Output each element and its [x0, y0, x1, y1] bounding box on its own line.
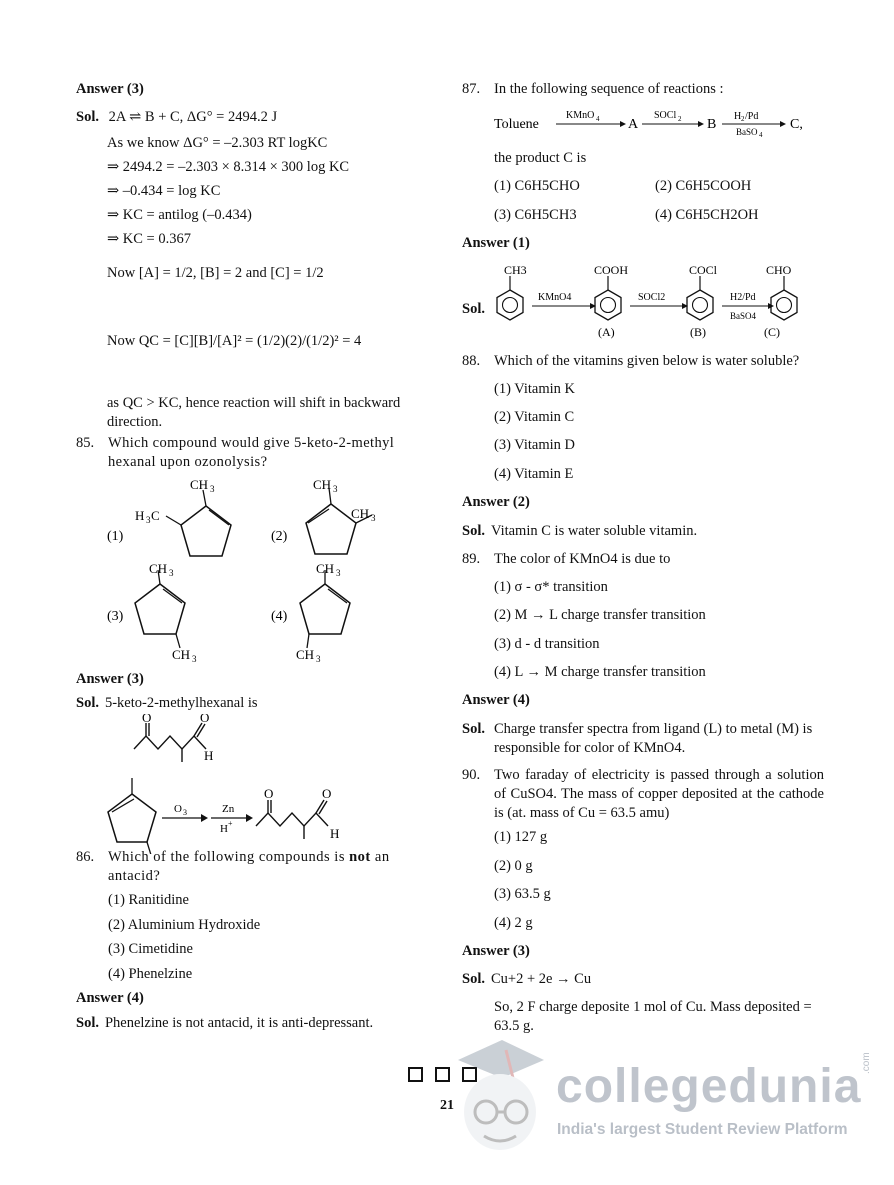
watermark-tagline: India's largest Student Review Platform — [557, 1121, 848, 1138]
q87-option-1: (1) C6H5CHO — [494, 178, 580, 194]
sol87-scheme — [492, 258, 832, 344]
svg-text:H: H — [220, 823, 228, 835]
svg-text:H2/Pd: H2/Pd — [730, 292, 756, 303]
svg-text:3: 3 — [336, 568, 341, 578]
svg-text:COCl: COCl — [689, 263, 718, 277]
svg-text:O: O — [200, 714, 210, 725]
svg-text:3: 3 — [371, 513, 376, 523]
svg-text:H: H — [734, 111, 742, 122]
svg-text:2: 2 — [678, 115, 682, 123]
option-2-structure — [271, 478, 376, 554]
svg-text:CH: CH — [351, 506, 370, 521]
q89-option-2: (2) M → L charge transfer transition — [494, 607, 706, 623]
svg-text:(C): (C) — [764, 325, 780, 339]
sol84-line-3: ⇒ –0.434 = log KC — [107, 183, 221, 199]
answer-88: Answer (2) — [462, 494, 530, 510]
answer-84: Answer (3) — [76, 81, 144, 97]
svg-text:SOCl: SOCl — [654, 110, 677, 121]
toluene-ring — [497, 263, 527, 320]
svg-text:(4): (4) — [271, 609, 288, 624]
solution-89: Sol. Charge transfer spectra from ligand (L) to metal (M) is responsible for color of KMnO4. — [462, 721, 813, 756]
question-90: 90. Two faraday of electricity is passed through a solution of CuSO4. The mass of copper deposited at the cathode is (at. mass of Cu = 63.5 amu) — [462, 767, 824, 821]
sol84-line-4: ⇒ KC = antilog (–0.434) — [107, 207, 252, 223]
q87-product-text: the product C is — [494, 150, 587, 166]
sol85-structures — [76, 714, 440, 854]
svg-text:CHO: CHO — [766, 263, 792, 277]
svg-text:CH: CH — [313, 478, 332, 492]
benzaldehyde-ring — [764, 263, 797, 339]
svg-text:COOH: COOH — [594, 263, 629, 277]
solution-90-text: So, 2 F charge deposite 1 mol of Cu. Mass deposited = 63.5 g. — [494, 999, 812, 1034]
svg-text:+: + — [228, 819, 233, 828]
svg-text:BaSO: BaSO — [736, 127, 758, 137]
page-number: 21 — [440, 1098, 454, 1113]
keto-aldehyde-structure — [134, 714, 213, 763]
q90-option-4: (4) 2 g — [494, 915, 533, 931]
svg-text:O: O — [264, 786, 274, 801]
benzoyl-chloride-ring — [687, 263, 718, 339]
svg-text:3: 3 — [333, 484, 338, 494]
q86-option-2: (2) Aluminium Hydroxide — [108, 917, 261, 933]
svg-text:CH3: CH3 — [504, 263, 527, 277]
solution-84-equation: Sol. 2A ⇌ B + C, ΔG° = 2494.2 J — [76, 109, 278, 125]
svg-text:(2): (2) — [271, 529, 288, 544]
watermark-suffix: .com — [861, 1052, 872, 1074]
q87-reaction-sequence — [494, 106, 814, 142]
q89-option-4: (4) L → M charge transfer transition — [494, 664, 706, 680]
answer-85: Answer (3) — [76, 671, 144, 687]
ozonolysis-reaction — [108, 778, 339, 854]
svg-text:3: 3 — [183, 808, 187, 817]
svg-text:CH: CH — [316, 561, 335, 576]
option-4-structure — [271, 561, 350, 664]
svg-text:4: 4 — [759, 131, 763, 139]
solution-86: Sol. Phenelzine is not antacid, it is anti-depressant. — [76, 1015, 374, 1031]
svg-text:/Pd: /Pd — [745, 111, 759, 122]
solution-88: Sol. Vitamin C is water soluble vitamin. — [462, 523, 698, 539]
svg-text:3: 3 — [169, 568, 174, 578]
svg-text:H: H — [135, 508, 145, 523]
svg-text:3: 3 — [210, 484, 215, 494]
svg-text:KMnO4: KMnO4 — [538, 292, 572, 303]
q88-option-1: (1) Vitamin K — [494, 381, 576, 397]
sol84-quotient: Now QC = [C][B]/[A]² = (1/2)(2)/(1/2)² = 4 — [107, 333, 362, 349]
sol84-concentrations: Now [A] = 1/2, [B] = 2 and [C] = 1/2 — [107, 265, 324, 281]
svg-text:C,: C, — [790, 117, 803, 132]
q90-option-3: (3) 63.5 g — [494, 886, 551, 902]
answer-90: Answer (3) — [462, 943, 530, 959]
sol87-label: Sol. — [462, 301, 485, 317]
sol84-line-2: ⇒ 2494.2 = –2.303 × 8.314 × 300 log KC — [107, 159, 350, 175]
svg-text:A: A — [628, 117, 639, 132]
q87-option-3: (3) C6H5CH3 — [494, 207, 577, 223]
benzoic-acid-ring — [594, 263, 628, 339]
sol84-line-1: As we know ΔG° = –2.303 RT logKC — [107, 135, 328, 151]
svg-text:Zn: Zn — [222, 803, 235, 815]
svg-text:CH: CH — [190, 478, 209, 492]
q88-option-2: (2) Vitamin C — [494, 409, 575, 425]
solution-85-text: Sol. 5-keto-2-methylhexanal is — [76, 695, 258, 711]
svg-text:BaSO4: BaSO4 — [730, 311, 757, 321]
sol84-line-5: ⇒ KC = 0.367 — [107, 231, 191, 247]
svg-text:CH: CH — [149, 561, 168, 576]
svg-text:3: 3 — [146, 515, 151, 525]
svg-text:CH: CH — [296, 647, 315, 662]
svg-text:CH: CH — [172, 647, 191, 662]
question-88: 88. Which of the vitamins given below is water soluble? — [462, 353, 800, 369]
svg-text:(1): (1) — [107, 529, 124, 544]
q86-option-4: (4) Phenelzine — [108, 966, 193, 982]
svg-text:C: C — [151, 508, 160, 523]
svg-text:H: H — [330, 826, 340, 841]
svg-text:O: O — [322, 786, 332, 801]
svg-text:3: 3 — [192, 654, 197, 664]
svg-text:O: O — [142, 714, 152, 725]
svg-text:SOCl2: SOCl2 — [638, 292, 666, 303]
svg-text:(3): (3) — [107, 609, 124, 624]
option-1-structure — [107, 478, 231, 556]
sol84-conclusion: as QC > KC, hence reaction will shift in backward direction. — [107, 395, 401, 430]
svg-text:KMnO: KMnO — [566, 110, 595, 121]
answer-86: Answer (4) — [76, 990, 144, 1006]
q86-option-3: (3) Cimetidine — [108, 941, 193, 957]
watermark-brand: collegedunia — [556, 1060, 862, 1113]
svg-text:2: 2 — [741, 115, 745, 123]
q87-option-4: (4) C6H5CH2OH — [655, 207, 759, 223]
answer-87: Answer (1) — [462, 235, 530, 251]
svg-text:B: B — [707, 117, 717, 132]
q88-option-4: (4) Vitamin E — [494, 466, 574, 482]
question-89: 89. The color of KMnO4 is due to — [462, 551, 671, 567]
svg-text:4: 4 — [596, 115, 600, 123]
q88-option-3: (3) Vitamin D — [494, 437, 576, 453]
q89-option-3: (3) d - d transition — [494, 636, 600, 652]
q90-option-2: (2) 0 g — [494, 858, 533, 874]
q86-option-1: (1) Ranitidine — [108, 892, 189, 908]
question-86: 86. Which of the following compounds is not an antacid? — [76, 849, 390, 884]
svg-text:Toluene: Toluene — [494, 117, 539, 132]
question-85: 85. Which compound would give 5-keto-2-methyl hexanal upon ozonolysis? — [76, 435, 395, 470]
svg-text:O: O — [174, 803, 182, 815]
q87-option-2: (2) C6H5COOH — [655, 178, 752, 194]
answer-89: Answer (4) — [462, 692, 530, 708]
solution-90-equation: Sol. Cu+2 + 2e → Cu — [462, 971, 592, 987]
svg-text:(A): (A) — [598, 325, 615, 339]
q85-options-structures — [76, 478, 440, 668]
question-87: 87. In the following sequence of reactions : — [462, 81, 724, 97]
q89-option-1: (1) σ - σ* transition — [494, 579, 608, 595]
svg-text:H: H — [204, 748, 214, 763]
mascot-watermark — [444, 1020, 548, 1160]
svg-text:(B): (B) — [690, 325, 706, 339]
option-3-structure — [107, 561, 197, 664]
svg-text:3: 3 — [316, 654, 321, 664]
q90-option-1: (1) 127 g — [494, 829, 548, 845]
